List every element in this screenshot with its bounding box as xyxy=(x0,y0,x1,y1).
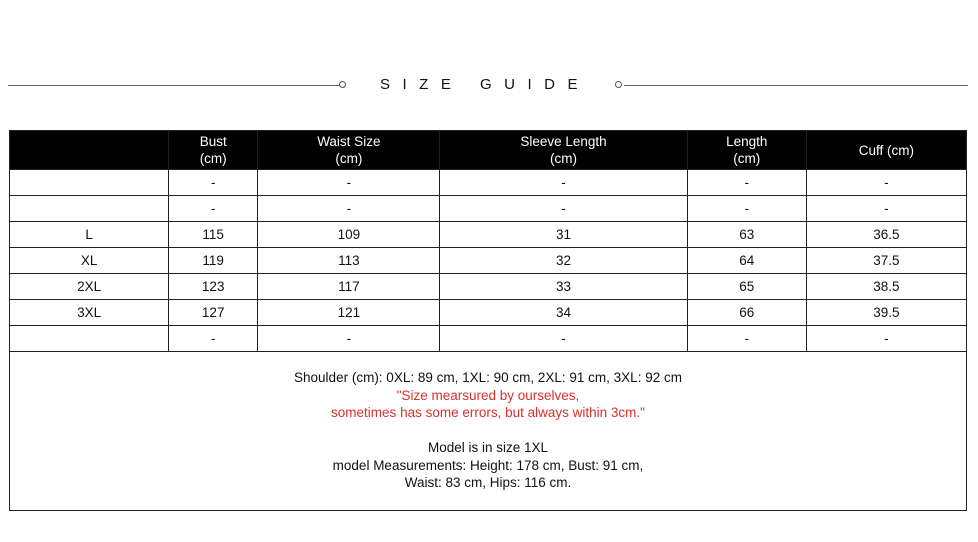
cell-size: XL xyxy=(10,248,169,274)
cell-sleeve-length: - xyxy=(440,196,687,222)
spacer xyxy=(10,422,966,440)
cell-size: L xyxy=(10,222,169,248)
right-divider-line xyxy=(624,85,968,86)
table-row xyxy=(10,326,967,352)
cell-waist-size: 113 xyxy=(258,248,440,274)
table-row xyxy=(10,300,967,326)
left-ring-ornament-icon xyxy=(339,81,346,88)
cell-cuff: - xyxy=(806,326,966,352)
cell-length: 66 xyxy=(687,300,806,326)
model-measurements-line-2: Waist: 83 cm, Hips: 116 cm. xyxy=(404,475,572,490)
cell-waist-size: - xyxy=(258,170,440,196)
model-size-note: Model is in size 1XL xyxy=(427,440,549,455)
size-table xyxy=(9,130,967,352)
page-title: SIZE GUIDE xyxy=(379,76,590,93)
cell-size: 3XL xyxy=(10,300,169,326)
cell-sleeve-length: 31 xyxy=(440,222,687,248)
header-cuff: Cuff (cm) xyxy=(806,131,966,170)
model-measurements-line-1: model Measurements: Height: 178 cm, Bust: 91 cm, xyxy=(332,457,644,473)
cell-bust: - xyxy=(169,196,258,222)
cell-size xyxy=(10,196,169,222)
cell-bust: 115 xyxy=(169,222,258,248)
cell-cuff: - xyxy=(806,170,966,196)
cell-waist-size: - xyxy=(258,196,440,222)
table-row xyxy=(10,222,967,248)
cell-bust: 119 xyxy=(169,248,258,274)
cell-sleeve-length: 33 xyxy=(440,274,687,300)
cell-size: 2XL xyxy=(10,274,169,300)
cell-cuff: - xyxy=(806,196,966,222)
header-length: Length (cm) xyxy=(687,131,806,170)
cell-cuff: 36.5 xyxy=(806,222,966,248)
disclaimer-line-1: "Size mearsured by ourselves, xyxy=(396,387,580,403)
cell-length: 65 xyxy=(687,274,806,300)
cell-size xyxy=(10,326,169,352)
table-row xyxy=(10,274,967,300)
cell-length: 63 xyxy=(687,222,806,248)
cell-length: - xyxy=(687,170,806,196)
cell-bust: 127 xyxy=(169,300,258,326)
right-ring-ornament-icon xyxy=(615,81,622,88)
size-guide-header xyxy=(0,72,978,100)
cell-cuff: 39.5 xyxy=(806,300,966,326)
table-row xyxy=(10,196,967,222)
cell-length: 64 xyxy=(687,248,806,274)
cell-length: - xyxy=(687,196,806,222)
header-size xyxy=(10,131,169,170)
cell-length: - xyxy=(687,326,806,352)
table-row xyxy=(10,248,967,274)
table-row xyxy=(10,170,967,196)
cell-cuff: 37.5 xyxy=(806,248,966,274)
cell-waist-size: 121 xyxy=(258,300,440,326)
cell-waist-size: 109 xyxy=(258,222,440,248)
cell-bust: 123 xyxy=(169,274,258,300)
disclaimer-line-2: sometimes has some errors, but always within 3cm." xyxy=(331,405,645,420)
cell-sleeve-length: - xyxy=(440,326,687,352)
cell-sleeve-length: - xyxy=(440,170,687,196)
cell-sleeve-length: 32 xyxy=(440,248,687,274)
cell-bust: - xyxy=(169,170,258,196)
cell-waist-size: - xyxy=(258,326,440,352)
table-header-row xyxy=(10,131,967,170)
size-notes xyxy=(9,351,967,511)
cell-sleeve-length: 34 xyxy=(440,300,687,326)
header-sleeve-length: Sleeve Length (cm) xyxy=(440,131,687,170)
cell-cuff: 38.5 xyxy=(806,274,966,300)
header-waist-size: Waist Size (cm) xyxy=(258,131,440,170)
shoulder-note: Shoulder (cm): 0XL: 89 cm, 1XL: 90 cm, 2XL: 91 cm, 3XL: 92 cm xyxy=(294,370,682,385)
left-divider-line xyxy=(8,85,340,86)
cell-bust: - xyxy=(169,326,258,352)
cell-waist-size: 117 xyxy=(258,274,440,300)
header-bust: Bust (cm) xyxy=(169,131,258,170)
cell-size xyxy=(10,170,169,196)
